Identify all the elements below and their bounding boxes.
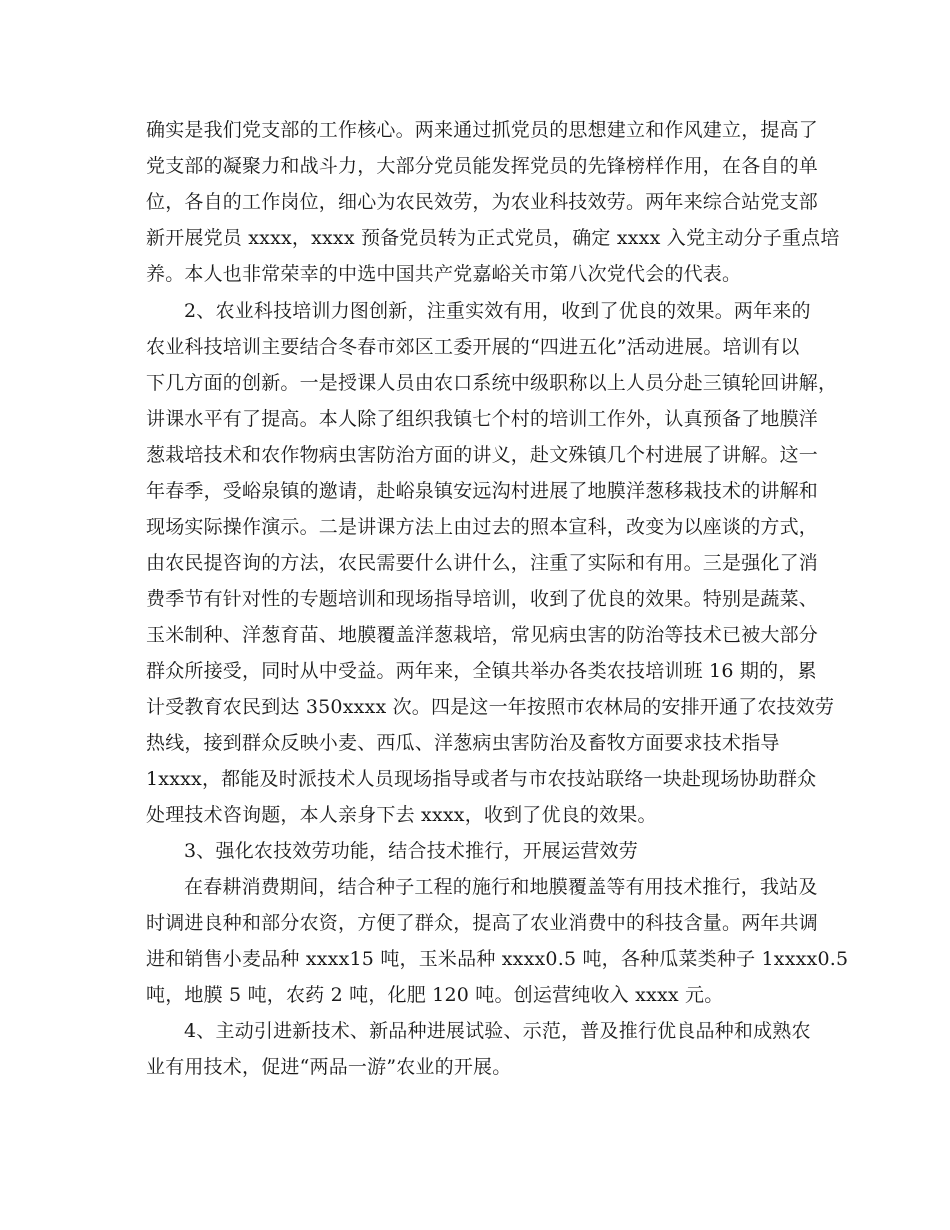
text-line: 费季节有针对性的专题培训和现场指导培训，收到了优良的效果。特别是蔬菜、 (146, 588, 819, 610)
text-line: 计受教育农民到达 350xxxx 次。四是这一年按照市农林局的安排开通了农技效劳 (146, 696, 835, 718)
text-line: 位，各自的工作岗位，细心为农民效劳，为农业科技效劳。两年来综合站党支部 (146, 191, 819, 213)
text-line: 业有用技术，促进“两品一游”农业的开展。 (146, 1056, 512, 1078)
text-line: 新开展党员 xxxx，xxxx 预备党员转为正式党员，确定 xxxx 入党主动分子重点培 (146, 227, 840, 249)
paragraph-heading-2: 2、农业科技培训力图创新，注重实效有用，收到了优良的效果。两年来的 (184, 300, 811, 322)
text-line: 玉米制种、洋葱育苗、地膜覆盖洋葱栽培，常见病虫害的防治等技术已被大部分 (146, 624, 819, 646)
text-line: 党支部的凝聚力和战斗力，大部分党员能发挥党员的先锋榜样作用，在各自的单 (146, 155, 819, 177)
text-line: 养。本人也非常荣幸的中选中国共产党嘉峪关市第八次党代会的代表。 (146, 263, 742, 285)
text-line: 讲课水平有了提高。本人除了组织我镇七个村的培训工作外，认真预备了地膜洋 (146, 408, 819, 430)
text-line: 进和销售小麦品种 xxxx15 吨，玉米品种 xxxx0.5 吨，各种瓜菜类种子 1xxxx0.5 (146, 948, 849, 970)
text-line: 由农民提咨询的方法，农民需要什么讲什么，注重了实际和有用。三是强化了消 (146, 552, 819, 574)
text-line: 时调进良种和部分农资，方便了群众，提高了农业消费中的科技含量。两年共调 (146, 912, 819, 934)
text-line: 下几方面的创新。一是授课人员由农口系统中级职称以上人员分赴三镇轮回讲解， (146, 372, 838, 394)
text-line: 处理技术咨询题，本人亲身下去 xxxx，收到了优良的效果。 (146, 804, 657, 826)
text-line: 年春季，受峪泉镇的邀请，赴峪泉镇安远沟村进展了地膜洋葱移栽技术的讲解和 (146, 480, 819, 502)
text-line: 在春耕消费期间，结合种子工程的施行和地膜覆盖等有用技术推行，我站及 (184, 876, 818, 898)
text-line: 确实是我们党支部的工作核心。两来通过抓党员的思想建立和作风建立，提高了 (146, 119, 819, 141)
text-line: 热线，接到群众反映小麦、西瓜、洋葱病虫害防治及畜牧方面要求技术指导 (146, 732, 780, 754)
paragraph-heading-4: 4、主动引进新技术、新品种进展试验、示范，普及推行优良品种和成熟农 (184, 1020, 811, 1042)
text-line: 群众所接受，同时从中受益。两年来，全镇共举办各类农技培训班 16 期的，累 (146, 660, 817, 682)
text-line: 葱栽培技术和农作物病虫害防治方面的讲义，赴文殊镇几个村进展了讲解。这一 (146, 444, 819, 466)
text-line: 农业科技培训主要结合冬春市郊区工委开展的“四进五化”活动进展。培训有以 (146, 336, 800, 358)
paragraph-heading-3: 3、强化农技效劳功能，结合技术推行，开展运营效劳 (184, 840, 638, 862)
text-line: 现场实际操作演示。二是讲课方法上由过去的照本宣科，改变为以座谈的方式， (146, 516, 819, 538)
text-line: 吨，地膜 5 吨，农药 2 吨，化肥 120 吨。创运营纯收入 xxxx 元。 (146, 984, 724, 1006)
text-line: 1xxxx，都能及时派技术人员现场指导或者与市农技站联络一块赴现场协助群众 (146, 768, 817, 790)
